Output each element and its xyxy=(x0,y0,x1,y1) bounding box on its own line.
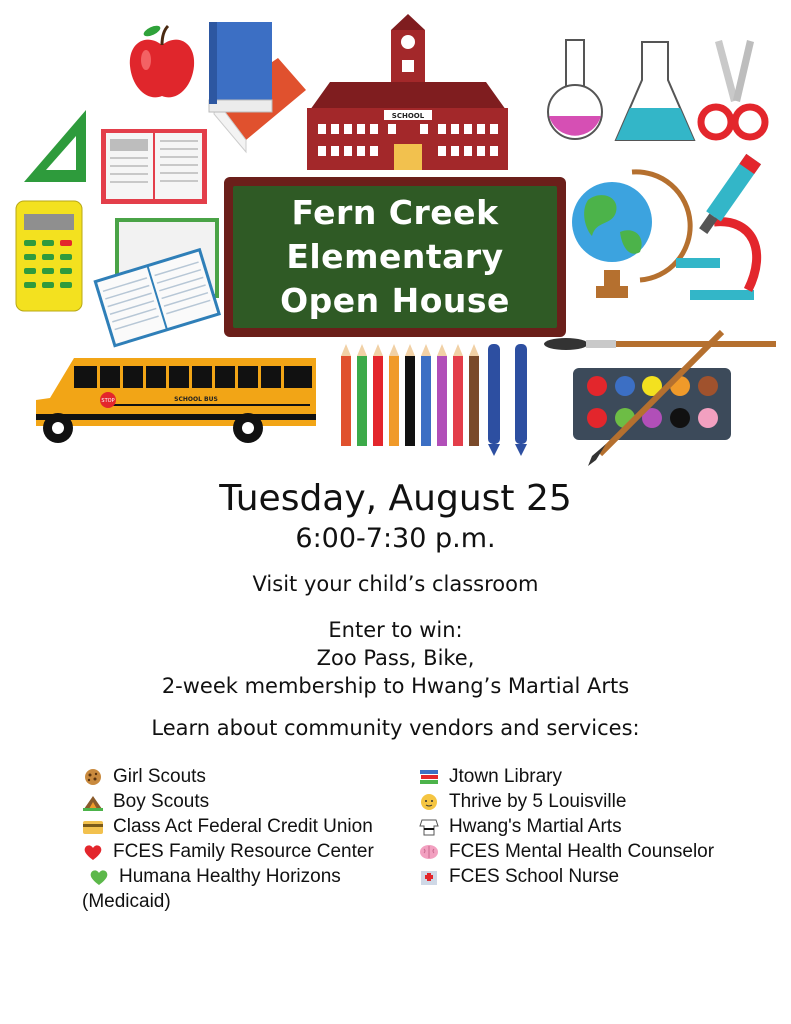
school-name-line1: Fern Creek xyxy=(291,193,499,232)
chalkboard-sign xyxy=(224,177,566,337)
vendor-label: FCES Family Resource Center xyxy=(113,841,374,862)
list-item xyxy=(82,864,374,889)
red-heart-icon xyxy=(82,843,104,861)
paintbrush-icon xyxy=(544,338,776,350)
vendor-label: Jtown Library xyxy=(449,766,562,787)
brain-icon xyxy=(418,843,440,861)
school-name-line2: Elementary xyxy=(286,237,504,276)
vendor-label: FCES Mental Health Counselor xyxy=(449,841,715,862)
vendor-label: Girl Scouts xyxy=(113,766,206,787)
campfire-icon xyxy=(82,793,104,811)
list-item xyxy=(418,814,714,839)
school-bus-icon xyxy=(36,358,316,443)
vendor-list-left xyxy=(82,764,374,914)
list-item xyxy=(82,839,374,864)
chalkboard-surface xyxy=(233,186,557,328)
books-icon xyxy=(209,22,306,152)
stop-sign-label: STOP xyxy=(101,398,115,404)
visit-line: Visit your child’s classroom xyxy=(252,572,539,596)
cookie-icon xyxy=(82,768,104,786)
globe-icon xyxy=(572,172,690,298)
colored-pencils-icon xyxy=(341,344,479,446)
vendor-label: (Medicaid) xyxy=(82,891,171,912)
list-item xyxy=(418,764,714,789)
vendors-heading: Learn about community vendors and services: xyxy=(151,716,640,740)
open-book-icon xyxy=(101,129,207,204)
list-item xyxy=(82,764,374,789)
hospital-icon xyxy=(418,868,440,886)
credit-card-icon xyxy=(82,818,104,836)
school-sign: SCHOOL xyxy=(391,112,425,120)
list-item xyxy=(82,814,374,839)
school-building-icon xyxy=(307,14,508,170)
vendor-label: Hwang's Martial Arts xyxy=(449,816,622,837)
triangle-ruler-icon xyxy=(24,110,86,182)
event-time: 6:00-7:30 p.m. xyxy=(295,523,496,554)
vendor-label: Humana Healthy Horizons xyxy=(119,866,341,887)
vendor-label: Class Act Federal Credit Union xyxy=(113,816,373,837)
round-flask-icon xyxy=(548,40,602,139)
baby-icon xyxy=(418,793,440,811)
apple-icon xyxy=(130,24,194,98)
paint-palette-icon xyxy=(573,332,731,466)
pens-icon xyxy=(488,344,527,456)
list-item-continuation xyxy=(82,889,374,914)
scissors-icon xyxy=(701,40,765,137)
event-title: Open House xyxy=(280,281,510,320)
enter-to-win-line: Enter to win: xyxy=(328,618,463,642)
prizes-line-2: 2-week membership to Hwang’s Martial Arts xyxy=(161,674,630,698)
erlenmeyer-flask-icon xyxy=(616,42,694,140)
list-item xyxy=(82,789,374,814)
vendor-label: FCES School Nurse xyxy=(449,866,620,887)
calculator-icon xyxy=(16,201,82,311)
vendor-list-right xyxy=(418,764,714,889)
martial-arts-uniform-icon xyxy=(418,818,440,836)
vendor-label: Thrive by 5 Louisville xyxy=(449,791,627,812)
prizes-line-1: Zoo Pass, Bike, xyxy=(316,646,475,670)
list-item xyxy=(418,864,714,889)
books-icon xyxy=(418,768,440,786)
notebook-icon xyxy=(93,218,221,348)
bus-label: SCHOOL BUS xyxy=(174,396,218,403)
event-date: Tuesday, August 25 xyxy=(219,478,572,519)
vendor-label: Boy Scouts xyxy=(113,791,210,812)
green-heart-icon xyxy=(88,868,110,886)
list-item xyxy=(418,839,714,864)
list-item xyxy=(418,789,714,814)
